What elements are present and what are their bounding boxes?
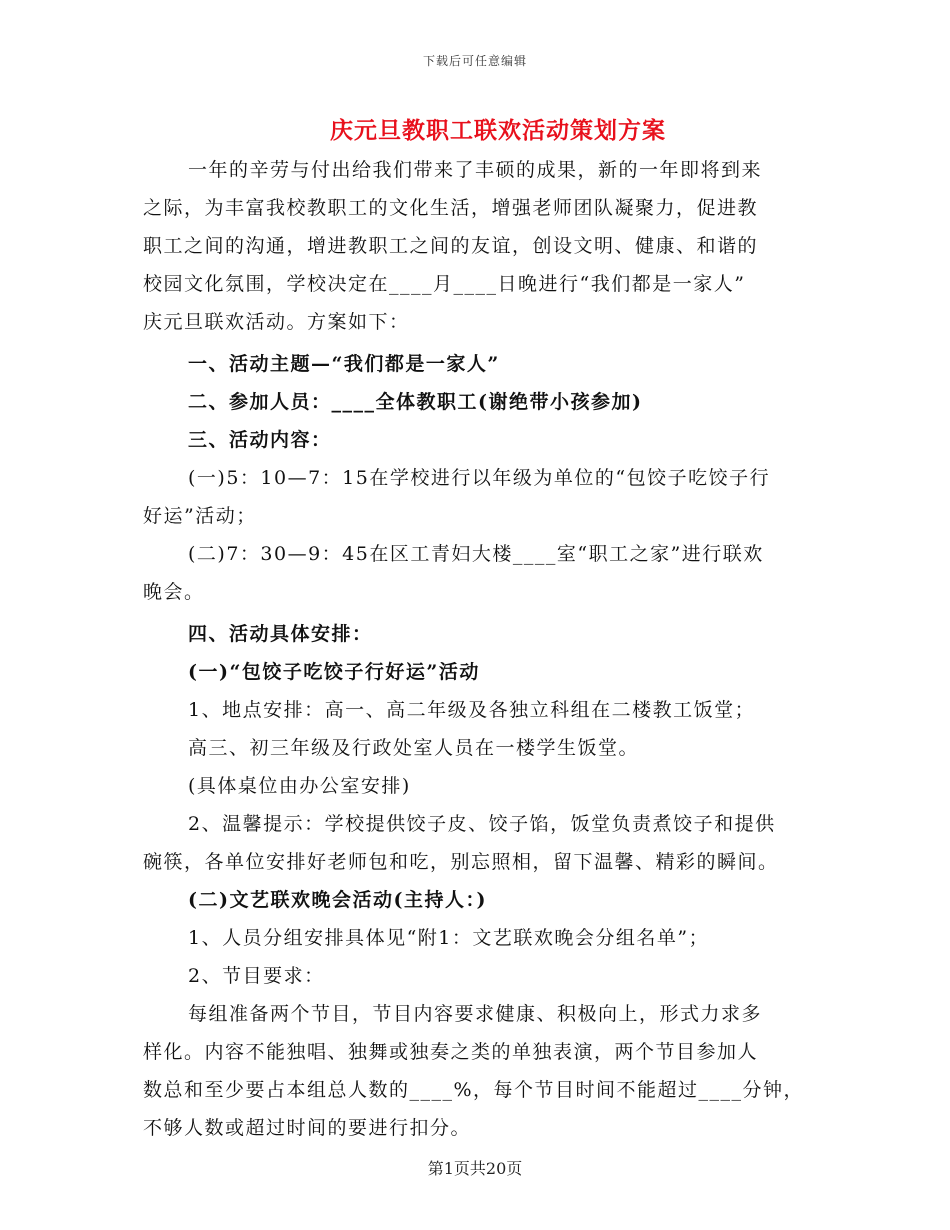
paragraph-line: 不够人数或超过时间的要进行扣分。 bbox=[143, 1117, 472, 1139]
subsection-heading-gala: (二)文艺联欢晚会活动(主持人：) bbox=[188, 889, 487, 911]
section-heading-participants: 二、参加人员：____全体教职工(谢绝带小孩参加) bbox=[188, 391, 643, 413]
paragraph-line: 一年的辛劳与付出给我们带来了丰硕的成果，新的一年即将到来 bbox=[188, 159, 763, 181]
paragraph-line: 之际，为丰富我校教职工的文化生活，增强老师团队凝聚力，促进教 bbox=[143, 197, 759, 219]
paragraph-line: 庆元旦联欢活动。方案如下： bbox=[143, 311, 410, 333]
paragraph-line: 2、节目要求： bbox=[188, 965, 325, 987]
section-heading-arrangements: 四、活动具体安排： bbox=[188, 623, 373, 645]
paragraph-line: (二)7：30—9：45在区工青妇大楼____室“职工之家”进行联欢 bbox=[188, 543, 764, 565]
paragraph-line: 1、人员分组安排具体见“附1：文艺联欢晚会分组名单”； bbox=[188, 927, 710, 949]
section-heading-theme: 一、活动主题—“我们都是一家人” bbox=[188, 353, 500, 375]
paragraph-line: 2、温馨提示：学校提供饺子皮、饺子馅，饭堂负责煮饺子和提供 bbox=[188, 813, 776, 835]
header-note: 下载后可任意编辑 bbox=[422, 54, 527, 68]
paragraph-line: 高三、初三年级及行政处室人员在一楼学生饭堂。 bbox=[188, 737, 640, 759]
paragraph-line: (具体桌位由办公室安排) bbox=[188, 775, 411, 797]
paragraph-line: 样化。内容不能独唱、独舞或独奏之类的单独表演，两个节目参加人 bbox=[143, 1041, 759, 1063]
subsection-heading-dumplings: (一)“包饺子吃饺子行好运”活动 bbox=[188, 661, 480, 683]
section-heading-content: 三、活动内容： bbox=[188, 429, 332, 451]
paragraph-line: 晚会。 bbox=[143, 581, 205, 603]
paragraph-line: (一)5：10—7：15在学校进行以年级为单位的“包饺子吃饺子行 bbox=[188, 467, 771, 489]
document-title: 庆元旦教职工联欢活动策划方案 bbox=[330, 117, 666, 144]
paragraph-line: 每组准备两个节目，节目内容要求健康、积极向上，形式力求多 bbox=[188, 1003, 763, 1025]
paragraph-line: 数总和至少要占本组总人数的____%，每个节目时间不能超过____分钟， bbox=[143, 1079, 805, 1101]
paragraph-line: 好运”活动； bbox=[143, 505, 257, 527]
paragraph-line: 1、地点安排：高一、高二年级及各独立科组在二楼教工饭堂； bbox=[188, 699, 756, 721]
document-body bbox=[143, 151, 813, 1147]
paragraph-line: 职工之间的沟通，增进教职工之间的友谊，创设文明、健康、和谐的 bbox=[143, 235, 759, 257]
paragraph-line: 碗筷，各单位安排好老师包和吃，别忘照相，留下温馨、精彩的瞬间。 bbox=[143, 851, 779, 873]
page-number: 第1页共20页 bbox=[427, 1159, 523, 1178]
paragraph-line: 校园文化氛围，学校决定在____月____日晚进行“我们都是一家人” bbox=[143, 273, 746, 295]
